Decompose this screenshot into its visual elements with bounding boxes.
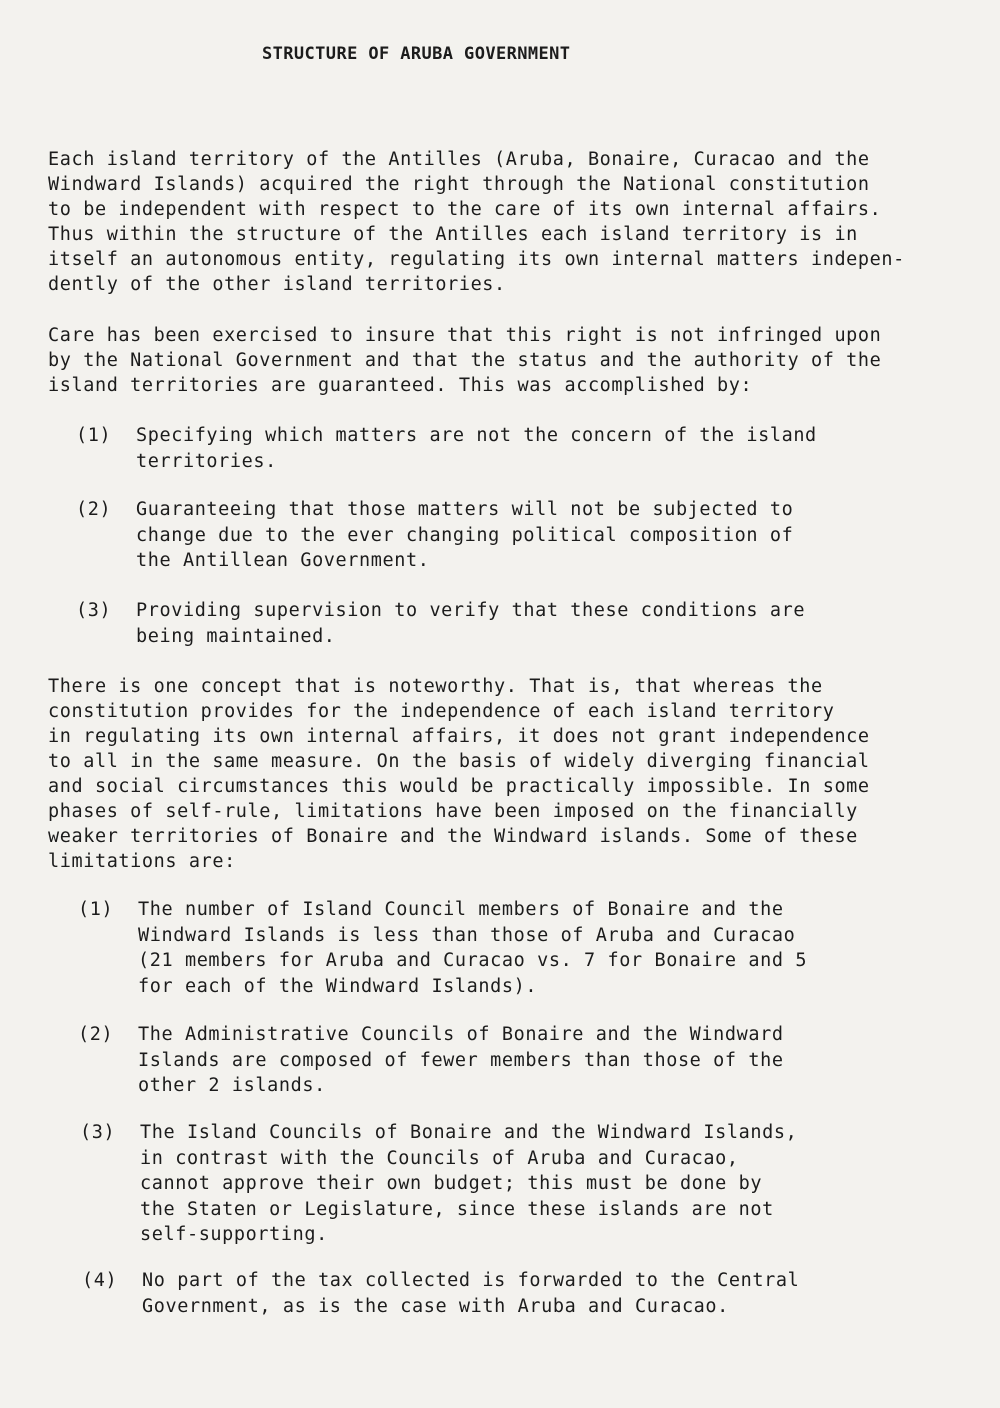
text-line: other 2 islands. [138, 1075, 326, 1096]
text-line: Thus within the structure of the Antilles each island territory is in [48, 224, 858, 245]
paragraph-noteworthy-concept [48, 674, 870, 874]
text-line: The Administrative Councils of Bonaire and the Windward [138, 1024, 784, 1045]
text-line: The Island Councils of Bonaire and the Windward Islands, [140, 1122, 798, 1143]
text-line: (21 members for Aruba and Curacao vs. 7 for Bonaire and 5 [138, 950, 808, 971]
text-line: by the National Government and that the status and the authority of the [48, 350, 882, 371]
text-line: Providing supervision to verify that these conditions are [136, 600, 806, 621]
text-line: Government, as is the case with Aruba and Curacao. [142, 1295, 729, 1317]
text-line: Specifying which matters are not the concern of the island [136, 425, 817, 446]
list-number: (1) [78, 899, 114, 920]
text-line: Windward Islands is less than those of Aruba and Curacao [138, 924, 796, 946]
text-line: There is one concept that is noteworthy. That is, that whereas the [48, 676, 823, 697]
text-line: in contrast with the Councils of Aruba and Curacao, [140, 1147, 739, 1169]
text-line: itself an autonomous entity, regulating its own internal matters indepen- [48, 249, 905, 270]
text-line: Care has been exercised to insure that this right is not infringed upon [48, 325, 882, 346]
text-line: change due to the ever changing political composition of [136, 524, 794, 546]
paragraph-island-autonomy [48, 147, 905, 297]
text-line: The number of Island Council members of Bonaire and the [138, 899, 784, 920]
text-line: Windward Islands) acquired the right through the National constitution [48, 174, 870, 195]
list-number: (3) [80, 1122, 116, 1143]
text-line: cannot approve their own budget; this must be done by [140, 1173, 763, 1194]
text-line: phases of self-rule, limitations have been imposed on the financially [48, 801, 858, 822]
paragraph-care-exercised [48, 323, 881, 398]
text-line: self-supporting. [140, 1224, 328, 1245]
list-number: (2) [76, 499, 112, 520]
text-line: being maintained. [136, 625, 336, 647]
text-line: in regulating its own internal affairs, it does not grant independence [48, 726, 870, 747]
text-line: for each of the Windward Islands). [138, 975, 538, 997]
document-title: STRUCTURE OF ARUBA GOVERNMENT [262, 44, 571, 64]
text-line: dently of the other island territories. [48, 274, 506, 295]
list-number: (4) [82, 1270, 118, 1291]
text-line: Each island territory of the Antilles (Aruba, Bonaire, Curacao and the [48, 149, 870, 170]
text-line: No part of the tax collected is forwarded to the Central [142, 1270, 800, 1291]
text-line: limitations are: [48, 851, 236, 872]
list-number: (2) [78, 1024, 114, 1045]
text-line: and social circumstances this would be practically impossible. In some [48, 776, 870, 797]
text-line: weaker territories of Bonaire and the Windward islands. Some of these [48, 826, 858, 847]
text-line: to be independent with respect to the care of its own internal affairs. [48, 199, 882, 220]
text-line: Islands are composed of fewer members than those of the [138, 1049, 784, 1071]
list-number: (1) [76, 425, 112, 446]
text-line: island territories are guaranteed. This was accomplished by: [48, 375, 753, 396]
text-line: the Staten or Legislature, since these islands are not [140, 1198, 774, 1220]
text-line: to all in the same measure. On the basis of widely diverging financial [48, 751, 870, 772]
text-line: territories. [136, 450, 277, 472]
text-line: Guaranteeing that those matters will not be subjected to [136, 499, 794, 520]
text-line: constitution provides for the independence of each island territory [48, 701, 835, 722]
text-line: the Antillean Government. [136, 550, 430, 571]
list-number: (3) [76, 600, 112, 621]
